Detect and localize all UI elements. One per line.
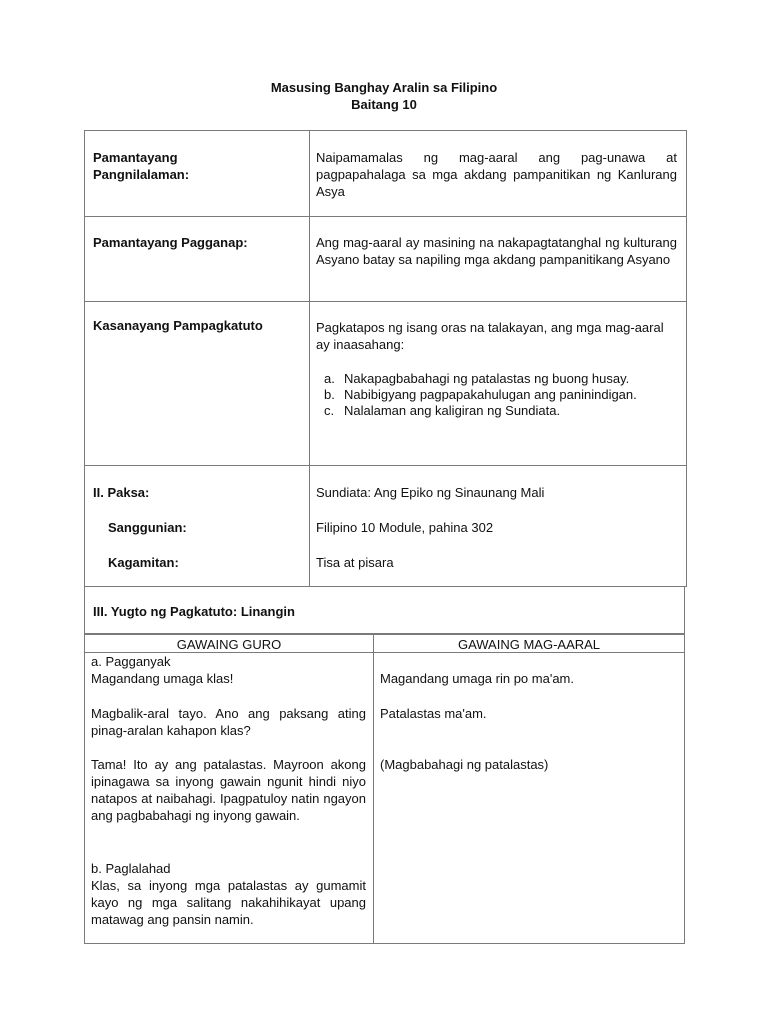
competency-intro: Pagkatapos ng isang oras na talakayan, ang mga mag-aaral ay inaasahang:	[316, 320, 664, 352]
section3-heading: III. Yugto ng Pagkatuto: Linangin	[93, 604, 295, 619]
content-standard-label-line1: Pamantayang	[93, 150, 178, 165]
activities-column-divider	[373, 635, 374, 943]
section3-heading-row	[84, 586, 685, 634]
teacher-affirmation: Tama! Ito ay ang patalastas. Mayroon akong ipinagawa sa inyong gawain ngunit hindi niyo natapos at naibahagi. Ipagpatuloy natin ngayon ang pagbabahagi ng inyong gawain.	[91, 757, 366, 823]
objective-text: Nalalaman ang kaligiran ng Sundiata.	[344, 403, 561, 418]
student-sharing: (Magbabahagi ng patalastas)	[380, 757, 549, 772]
student-activity-header: GAWAING MAG-AARAL	[457, 637, 601, 652]
objective-item	[324, 403, 677, 419]
objective-item	[324, 371, 677, 387]
subject-row	[85, 466, 686, 586]
objectives-list	[316, 371, 677, 419]
competency-row	[85, 302, 686, 466]
sanggunian-value: Filipino 10 Module, pahina 302	[316, 520, 494, 535]
kagamitan-label: Kagamitan:	[108, 555, 179, 570]
content-standard-label	[93, 149, 189, 183]
objective-text: Nabibigyang pagpapakahulugan ang paninindigan.	[344, 387, 637, 402]
student-greeting-reply: Magandang umaga rin po ma'am.	[380, 671, 574, 686]
performance-standard-row	[85, 217, 686, 302]
activities-table	[84, 634, 685, 944]
kagamitan-value: Tisa at pisara	[316, 555, 394, 570]
paksa-value: Sundiata: Ang Epiko ng Sinaunang Mali	[316, 485, 545, 500]
paksa-label: II. Paksa:	[93, 485, 150, 500]
performance-standard-value: Ang mag-aaral ay masining na nakapagtatanghal ng kulturang Asyano batay sa napiling mga akdang pampanitikang Asyano	[316, 235, 677, 267]
student-review-reply: Patalastas ma'am.	[380, 706, 487, 721]
performance-standard-label: Pamantayang Pagganap:	[93, 235, 248, 250]
teacher-presentation: Klas, sa inyong mga patalastas ay gumamit kayo ng mga salitang nakahihikayat upang matawag ang pansin namin.	[91, 878, 366, 927]
content-standard-label-line2: Pangnilalaman:	[93, 167, 190, 182]
content-standard-value: Naipamamalas ng mag-aaral ang pag-unawa at pagpapahalaga sa mga akdang pampanitikan ng Kanlurang Asya	[316, 150, 677, 199]
objective-text: Nakapagbabahagi ng patalastas ng buong husay.	[344, 371, 630, 386]
document-title: Masusing Banghay Aralin sa Filipino	[270, 80, 498, 95]
teacher-activity-header: GAWAING GURO	[176, 637, 282, 652]
competency-label: Kasanayang Pampagkatuto	[93, 318, 263, 333]
content-standard-row	[85, 131, 686, 217]
sanggunian-label: Sanggunian:	[108, 520, 187, 535]
pagganyak-heading: a. Pagganyak	[91, 654, 171, 669]
objective-marker: b.	[324, 387, 335, 402]
lesson-info-table	[84, 130, 687, 587]
objective-item	[324, 387, 677, 403]
teacher-greeting: Magandang umaga klas!	[91, 671, 234, 686]
objective-marker: a.	[324, 371, 335, 386]
grade-level: Baitang 10	[351, 97, 417, 112]
paglalahad-heading: b. Paglalahad	[91, 861, 171, 876]
teacher-review-question: Magbalik-aral tayo. Ano ang paksang ating pinag-aralan kahapon klas?	[91, 706, 366, 738]
objective-marker: c.	[324, 403, 335, 418]
